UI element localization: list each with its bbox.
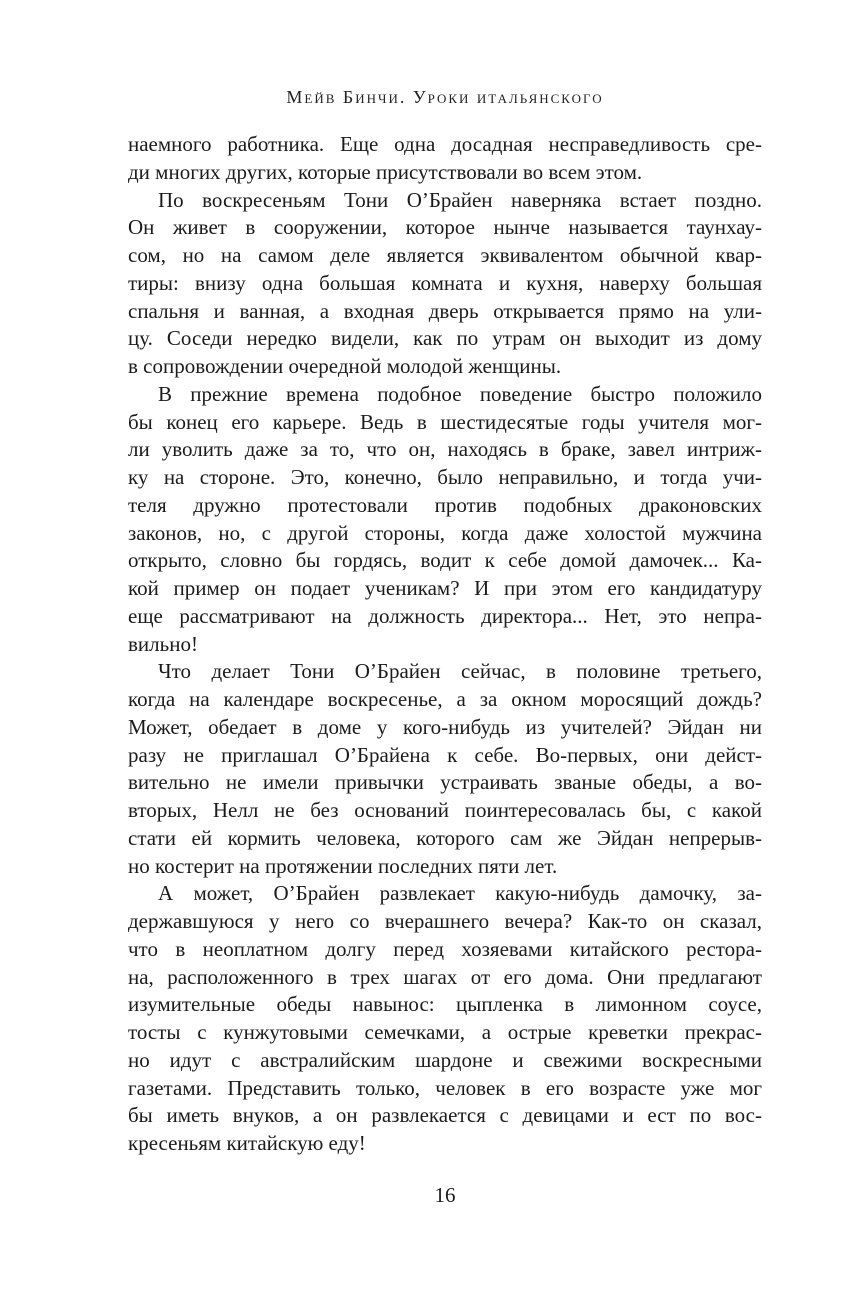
text-line: тиры: внизу одна большая комната и кухня, наверху большая xyxy=(128,270,762,295)
text-line: Может, обедает в доме у кого-нибудь из учителей? Эйдан ни xyxy=(128,714,762,739)
text-line: еще рассматривают на должность директора... Нет, это непра- xyxy=(128,603,762,628)
text-line: Что делает Тони О’Брайен сейчас, в половине третьего, xyxy=(158,659,762,684)
text-line: кой пример он подает ученикам? И при этом его кандидатуру xyxy=(128,576,762,600)
text-line: но идут с австралийским шардоне и свежими воскресными xyxy=(128,1047,762,1072)
text-line: вторых, Нелл не без оснований поинтересовалась бы, с какой xyxy=(128,798,762,822)
text-line: стати ей кормить человека, которого сам же Эйдан непрерыв- xyxy=(128,825,762,850)
paragraph xyxy=(128,187,762,381)
body-text xyxy=(128,131,762,1158)
text-line: в сопровождении очередной молодой женщины. xyxy=(128,354,562,378)
text-line: По воскресеньям Тони О’Брайен наверняка встает поздно. xyxy=(158,187,762,212)
text-line: спальня и ванная, а входная дверь открывается прямо на ули- xyxy=(128,298,762,323)
text-line: кресеньям китайскую еду! xyxy=(128,1131,366,1155)
text-line: разу не приглашал О’Брайена к себе. Во-первых, они дейст- xyxy=(128,742,762,767)
text-line: но костерит на протяжении последних пяти лет. xyxy=(128,853,558,878)
page-number: 16 xyxy=(434,1183,456,1207)
text-line: открыто, словно бы гордясь, водит к себе домой дамочек... Ка- xyxy=(128,548,762,573)
text-line: тосты с кунжутовыми семечками, а острые креветки прекрас- xyxy=(128,1020,762,1044)
text-line: наемного работника. Еще одна досадная несправедливость сре- xyxy=(128,132,762,156)
text-line: теля дружно протестовали против подобных драконовских xyxy=(128,492,762,517)
text-line: державшуюся у него со вчерашнего вечера? Как-то он сказал, xyxy=(128,909,762,933)
text-line: вительно не имели привычки устраивать званые обеды, а во- xyxy=(128,770,762,795)
text-line: изумительные обеды навынос: цыпленка в лимонном соусе, xyxy=(128,992,762,1017)
text-line: бы иметь внуков, а он развлекается с девицами и ест по вос- xyxy=(128,1103,762,1128)
paragraph xyxy=(128,880,762,1158)
text-line: законов, но, с другой стороны, когда даже холостой мужчина xyxy=(128,520,762,545)
paragraph xyxy=(128,658,762,880)
text-line: ли уволить даже за то, что он, находясь в браке, завел интриж- xyxy=(128,437,762,462)
text-line: вильно! xyxy=(128,631,198,656)
text-line: цу. Соседи нередко видели, как по утрам он выходит из дому xyxy=(128,326,762,351)
paragraph xyxy=(128,131,762,187)
text-line: ди многих других, которые присутствовали во всем этом. xyxy=(128,159,643,184)
text-line: когда на календаре воскресенье, а за окном моросящий дождь? xyxy=(128,687,762,711)
paragraph xyxy=(128,381,762,659)
text-line: что в неоплатном долгу перед хозяевами китайского рестора- xyxy=(128,936,762,961)
text-line: В прежние времена подобное поведение быстро положило xyxy=(158,381,762,406)
text-line: А может, О’Брайен развлекает какую-нибудь дамочку, за- xyxy=(158,881,762,906)
text-line: Он живет в сооружении, которое нынче называется таунхау- xyxy=(128,215,762,240)
text-line: бы конец его карьере. Ведь в шестидесятые годы учителя мог- xyxy=(128,409,762,434)
text-line: ку на стороне. Это, конечно, было неправильно, и тогда учи- xyxy=(128,465,762,489)
running-title: Мейв Бинчи. Уроки итальянского xyxy=(286,87,604,107)
text-line: на, расположенного в трех шагах от его дома. Они предлагают xyxy=(128,964,762,989)
text-line: сом, но на самом деле является эквивалентом обычной квар- xyxy=(128,243,762,267)
text-line: газетами. Представить только, человек в его возрасте уже мог xyxy=(128,1075,762,1100)
